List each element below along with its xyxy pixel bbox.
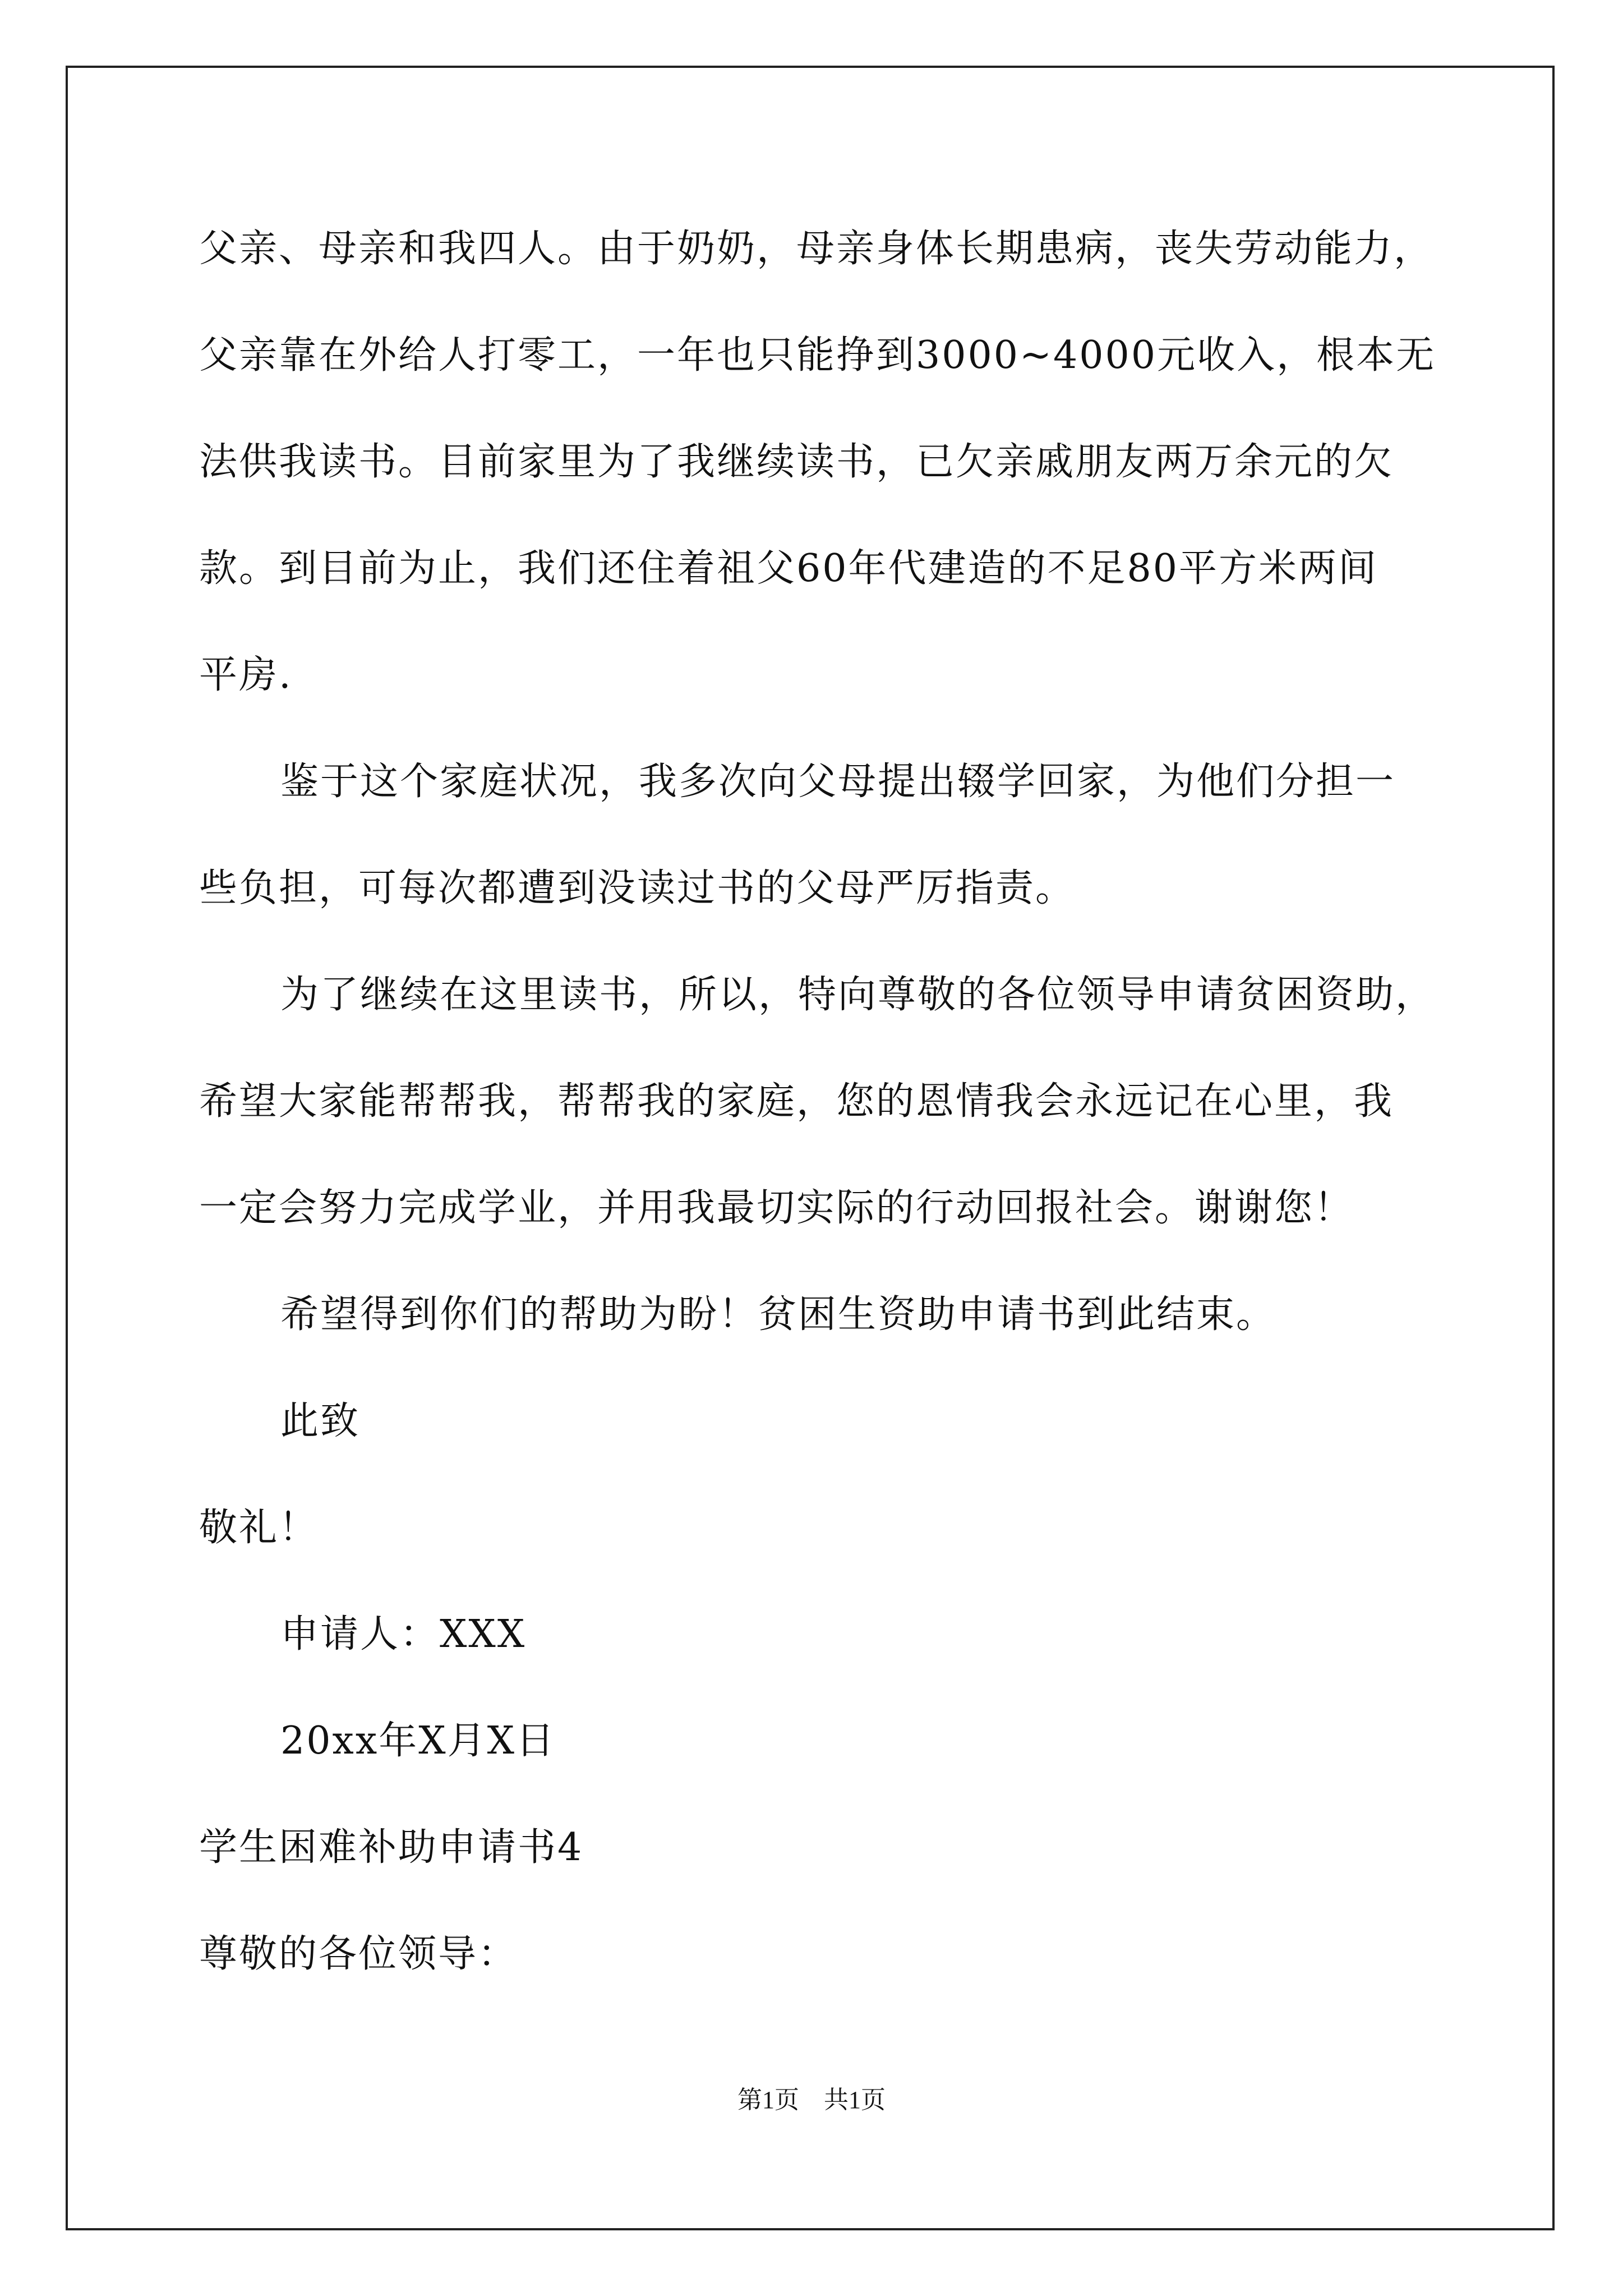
section-title: 学生困难补助申请书4 xyxy=(199,1825,584,1870)
paragraph-start-line: 希望得到你们的帮助为盼！贫困生资助申请书到此结束。 xyxy=(280,1292,1276,1337)
page-footer: 第1页 共1页 xyxy=(737,2086,886,2114)
closing-salutation: 此致 xyxy=(280,1399,361,1443)
body-line: 希望大家能帮帮我，帮帮我的家庭，您的恩情我会永远记在心里，我 xyxy=(199,1079,1394,1124)
body-line: 法供我读书。目前家里为了我继续读书，已欠亲戚朋友两万余元的欠 xyxy=(199,440,1394,484)
body-line: 父亲、母亲和我四人。由于奶奶，母亲身体长期患病，丧失劳动能力， xyxy=(199,227,1434,271)
paragraph-start-line: 为了继续在这里读书，所以，特向尊敬的各位领导申请贫困资助， xyxy=(280,973,1436,1017)
body-line: 一定会努力完成学业，并用我最切实际的行动回报社会。谢谢您！ xyxy=(199,1186,1354,1230)
body-line: 款。到目前为止，我们还住着祖父60年代建造的不足80平方米两间 xyxy=(199,546,1378,591)
greeting-line: 尊敬的各位领导： xyxy=(199,1932,518,1976)
body-line: 些负担，可每次都遭到没读过书的父母严厉指责。 xyxy=(199,866,1076,910)
closing-regards: 敬礼！ xyxy=(199,1506,319,1550)
body-line: 平房. xyxy=(199,653,293,697)
paragraph-start-line: 鉴于这个家庭状况，我多次向父母提出辍学回家，为他们分担一 xyxy=(280,760,1396,804)
page-border xyxy=(66,66,1555,2230)
date-line: 20xx年X月X日 xyxy=(280,1719,556,1763)
applicant-signature: 申请人：XXX xyxy=(280,1612,527,1657)
body-line: 父亲靠在外给人打零工，一年也只能挣到3000~4000元收入，根本无 xyxy=(199,333,1436,378)
